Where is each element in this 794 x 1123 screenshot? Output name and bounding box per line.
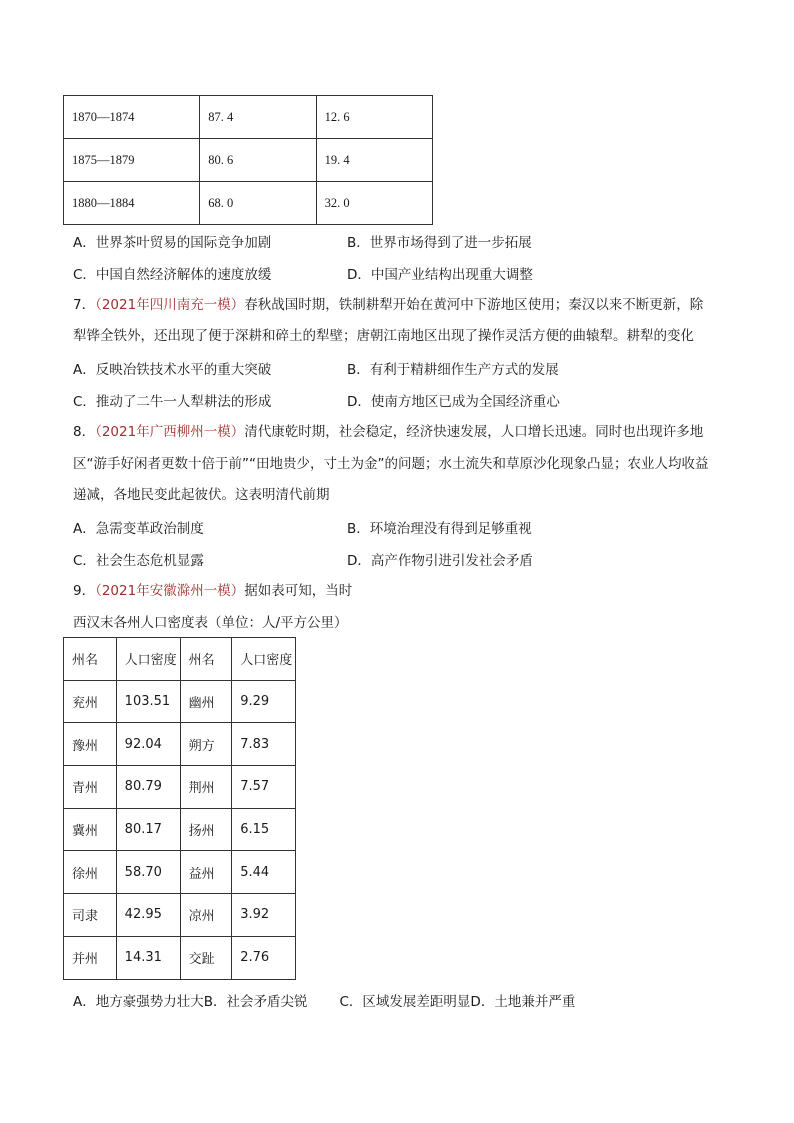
table-cell: 12. 6 [316,96,432,139]
q8-option-d: D．高产作物引进引发社会矛盾 [347,553,533,569]
q8-source: （2021年广西柳州一模） [95,424,245,440]
q7-option-d: D．使南方地区已成为全国经济重心 [347,394,560,410]
table-cell: 益州 [180,851,232,894]
table-cell: 荆州 [180,766,232,809]
q6-option-d: D．中国产业结构出现重大调整 [347,267,533,283]
q9-table-caption: 西汉末各州人口密度表（单位：人/平方公里） [73,615,348,631]
q9-stem-text: 据如表可知，当时 [244,583,353,599]
table-cell: 凉州 [180,894,232,937]
table-cell: 冀州 [64,808,117,851]
q6-option-b: B．世界市场得到了进一步拓展 [347,235,532,251]
q9-stem [73,581,352,601]
q7-stem-line2: 犁铧全铁外，还出现了便于深耕和碎土的犁壁；唐朝江南地区出现了操作灵活方便的曲辕犁。耕犁的变化 [73,328,694,344]
table-cell: 徐州 [64,851,117,894]
trade-share-table [63,95,433,225]
table-cell: 19. 4 [316,139,432,182]
table-cell: 58.70 [116,851,180,894]
q7-option-b: B．有利于精耕细作生产方式的发展 [347,362,559,378]
table-cell: 并州 [64,936,117,979]
q9-number: 9． [73,583,96,599]
header-cell: 人口密度 [232,638,296,681]
q9-option-cd: C．区域发展差距明显D．土地兼并严重 [339,994,576,1010]
table-cell: 幽州 [180,680,232,723]
table-cell: 42.95 [116,894,180,937]
q7-number: 7． [73,297,96,313]
q6-option-c: C．中国自然经济解体的速度放缓 [73,267,272,283]
table-cell: 豫州 [64,723,117,766]
q9-option-ab: A．地方豪强势力壮大B．社会矛盾尖锐 [73,994,308,1010]
q7-stem-line1 [73,295,703,315]
table-cell: 兖州 [64,680,117,723]
table-cell: 32. 0 [316,182,432,225]
table-cell: 2.76 [232,936,296,979]
q6-option-a: A．世界茶叶贸易的国际竞争加剧 [73,235,272,251]
table-cell: 3.92 [232,894,296,937]
q8-option-b: B．环境治理没有得到足够重视 [347,521,532,537]
q8-stem-line2: 区“游手好闲者更数十倍于前”“田地贵少，寸土为金”的问题；水土流失和草原沙化现象凸显；农业人均收益 [73,456,709,472]
header-cell: 人口密度 [116,638,180,681]
table-cell: 7.57 [232,766,296,809]
table-row [64,936,296,979]
table-cell: 1875—1879 [64,139,200,182]
table-cell: 5.44 [232,851,296,894]
table-row [64,808,296,851]
table-cell: 80. 6 [200,139,316,182]
q8-option-c: C．社会生态危机显露 [73,553,204,569]
table-row [64,96,433,139]
table-row [64,851,296,894]
table-cell: 87. 4 [200,96,316,139]
header-cell: 州名 [64,638,117,681]
population-density-table [63,637,296,980]
table-cell: 80.17 [116,808,180,851]
header-cell: 州名 [180,638,232,681]
table-cell: 交趾 [180,936,232,979]
table-cell: 9.29 [232,680,296,723]
table-row [64,680,296,723]
table-cell: 1880—1884 [64,182,200,225]
table-cell: 68. 0 [200,182,316,225]
q8-stem-line3: 递减，各地民变此起彼伏。这表明清代前期 [73,487,330,503]
table-cell: 青州 [64,766,117,809]
q7-option-c: C．推动了二牛一人犁耕法的形成 [73,394,272,410]
q9-options-line [73,990,575,1010]
table-cell: 7.83 [232,723,296,766]
q8-stem-line1 [73,422,703,442]
table-cell: 扬州 [180,808,232,851]
q8-option-a: A．急需变革政治制度 [73,521,204,537]
q7-option-a: A．反映冶铁技术水平的重大突破 [73,362,272,378]
table-cell: 1870—1874 [64,96,200,139]
table-row [64,182,433,225]
table-cell: 92.04 [116,723,180,766]
table-cell: 6.15 [232,808,296,851]
table-row [64,766,296,809]
q7-source: （2021年四川南充一模） [95,297,245,313]
q8-stem-text: 清代康乾时期，社会稳定，经济快速发展，人口增长迅速。同时也出现许多地 [244,424,704,440]
table-row [64,723,296,766]
table-cell: 103.51 [116,680,180,723]
table-cell: 80.79 [116,766,180,809]
q8-number: 8． [73,424,96,440]
table-cell: 14.31 [116,936,180,979]
table-row [64,139,433,182]
q9-source: （2021年安徽滁州一模） [95,583,245,599]
q7-stem-text: 春秋战国时期，铁制耕犁开始在黄河中下游地区使用；秦汉以来不断更新，除 [244,297,704,313]
table-cell: 司隶 [64,894,117,937]
table-cell: 朔方 [180,723,232,766]
table-row [64,894,296,937]
